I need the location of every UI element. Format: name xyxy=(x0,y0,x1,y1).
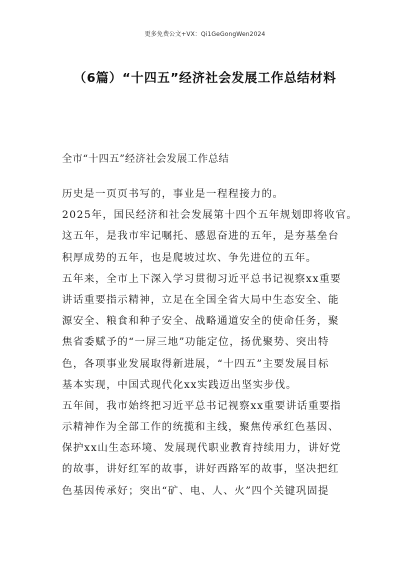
body-line: 保护xx山生态环境、发展现代职业教育持续用力，讲好党 xyxy=(62,443,342,455)
body-line: 示精神作为全部工作的统揽和主线，聚焦传承红色基因、 xyxy=(62,422,340,434)
body-line: 这五年，是我市牢记嘱托、感恩奋进的五年，是夯基垒台 xyxy=(62,231,340,243)
body-line: 五年间，我市始终把习近平总书记视察xx重要讲话重要指 xyxy=(62,400,342,412)
body-line: 2025年，国民经济和社会发展第十四个五年规划即将收官。 xyxy=(62,210,358,222)
header-note: 更多免费公文+VX：Qi1GeGongWen2024 xyxy=(144,31,266,38)
body-line: 源安全、粮食和种子安全、战略通道安全的使命任务，聚 xyxy=(62,316,340,328)
body-line: 的故事，讲好红军的故事，讲好西路军的故事，坚决把红 xyxy=(62,464,340,476)
body-line: 讲话重要指示精神，立足在全国全省大局中生态安全、能 xyxy=(62,294,340,306)
section-heading: 全市“十四五”经济社会发展工作总结 xyxy=(62,154,230,165)
body-line: 色基因传承好；突出“矿、电、人、火”四个关键巩固提 xyxy=(62,485,330,497)
document-title: （6篇）“十四五”经济社会发展工作总结材料 xyxy=(73,70,337,85)
body-line: 色，各项事业发展取得新进展，“十四五”主要发展目标 xyxy=(62,358,330,370)
body-line: 五年来，全市上下深入学习贯彻习近平总书记视察xx重要 xyxy=(62,273,342,285)
body-line: 历史是一页页书写的，事业是一程程接力的。 xyxy=(62,189,284,200)
body-line: 积厚成势的五年，也是爬坡过坎、争先进位的五年。 xyxy=(62,252,318,264)
body-text xyxy=(62,184,358,502)
body-line: 基本实现，中国式现代化xx实践迈出坚实步伐。 xyxy=(62,379,298,391)
body-line: 焦省委赋予的“一屏三地”功能定位，扬优聚势、突出特 xyxy=(62,337,330,349)
